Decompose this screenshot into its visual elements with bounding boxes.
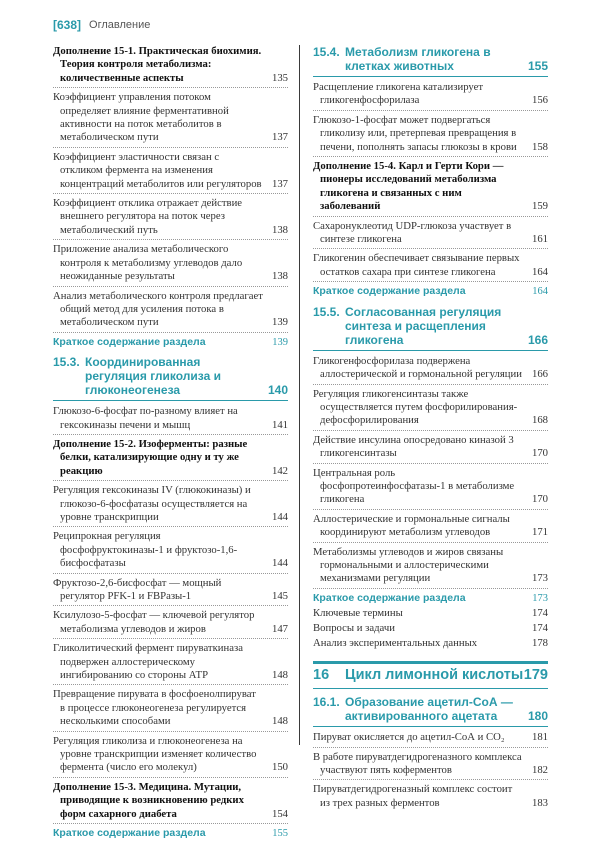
entry-page: 139 bbox=[271, 316, 288, 329]
section-title: Согласованная регуляция синтеза и расщепления гликогена bbox=[345, 304, 502, 347]
entry-title: Глюкозо-6-фосфат по-разному влияет на гексокиназы печени и мышц bbox=[53, 405, 238, 431]
toc-column-right bbox=[313, 45, 548, 812]
entry-divider bbox=[53, 731, 288, 732]
toc-entry[interactable] bbox=[53, 197, 288, 237]
entry-divider bbox=[313, 384, 548, 385]
entry-divider bbox=[53, 332, 288, 333]
entry-page: 144 bbox=[271, 557, 288, 570]
entry-divider bbox=[53, 638, 288, 639]
section-16-1-entries bbox=[313, 731, 548, 810]
entry-divider bbox=[53, 777, 288, 778]
section-heading-15-5[interactable] bbox=[313, 305, 548, 347]
entry-title: Гликолитический фермент пируваткиназа подвержен аллостерическому ингибированию со стороны АТР bbox=[53, 642, 243, 682]
toc-entry[interactable] bbox=[313, 783, 548, 810]
entry-title: Реципрокная регуляция фосфофруктокиназы-1 и фруктозо-1,6-бисфосфатазы bbox=[53, 530, 238, 570]
entry-page: 183 bbox=[531, 796, 548, 809]
entry-page: 181 bbox=[531, 731, 548, 744]
chapter-heading-16[interactable] bbox=[313, 666, 548, 683]
chapter-title: Цикл лимонной кислоты bbox=[345, 666, 524, 683]
toc-entry[interactable] bbox=[313, 467, 548, 507]
toc-entry[interactable] bbox=[53, 530, 288, 570]
toc-entry[interactable] bbox=[313, 751, 548, 778]
entry-page: 150 bbox=[271, 761, 288, 774]
entry-page: 174 bbox=[531, 606, 548, 619]
entry-title: Приложение анализа метаболического контроля к метаболизму углеводов дало неожиданные результаты bbox=[53, 243, 243, 283]
section-page: 180 bbox=[527, 709, 548, 724]
entry-title: Метаболизмы углеводов и жиров связаны гормональными и аллостерическими механизмами регуляции bbox=[313, 545, 504, 585]
entry-title: Дополнение 15-1. Практическая биохимия. Теория контроля метаболизма: количественные аспекты bbox=[53, 45, 262, 84]
entry-title: Фруктозо-2,6-бисфосфат — мощный регулятор PFK-1 и FBPазы-1 bbox=[53, 576, 222, 602]
entry-title: Ксилулозо-5-фосфат — ключевой регулятор метаболизма углеводов и жиров bbox=[53, 609, 255, 635]
entry-page: 159 bbox=[531, 200, 548, 213]
entry-page: 164 bbox=[532, 286, 548, 298]
entry-title: Дополнение 15-4. Карл и Герти Кори — пионеры исследований метаболизма гликогена и связанных с ним заболеваний bbox=[313, 160, 504, 213]
section-summary-entry[interactable] bbox=[53, 336, 288, 349]
section-15-3-entries bbox=[53, 405, 288, 840]
entry-title: Коэффициент управления потоком определяет влияние ферментативной активности на поток метаболитов в метаболическом пути bbox=[53, 91, 229, 144]
toc-entry[interactable] bbox=[53, 577, 288, 604]
toc-entry[interactable] bbox=[53, 688, 288, 728]
section-title: Образование ацетил-СоА — активированного ацетата bbox=[345, 695, 513, 724]
entry-divider bbox=[53, 573, 288, 574]
entry-page: 137 bbox=[271, 131, 288, 144]
entry-title: Краткое содержание раздела bbox=[53, 335, 206, 348]
left-top-entries bbox=[53, 45, 288, 349]
entry-page: 170 bbox=[531, 493, 548, 506]
toc-entry[interactable] bbox=[53, 243, 288, 283]
column-divider bbox=[299, 45, 300, 745]
entry-divider bbox=[53, 239, 288, 240]
section-number: 15.4. bbox=[313, 45, 340, 59]
section-heading-15-3[interactable] bbox=[53, 355, 288, 397]
entry-page: 173 bbox=[532, 592, 548, 604]
running-title: Оглавление bbox=[89, 19, 151, 31]
entry-page: 156 bbox=[531, 94, 548, 107]
entry-page: 182 bbox=[531, 764, 548, 777]
entry-divider bbox=[313, 779, 548, 780]
entry-title: Регуляция гексокиназы IV (глюкокиназы) и глюкозо-6-фосфатазы осуществляется на уровне транскрипции bbox=[53, 484, 251, 523]
box-entry[interactable] bbox=[313, 160, 548, 214]
entry-divider bbox=[53, 823, 288, 824]
entry-divider bbox=[53, 147, 288, 148]
toc-entry[interactable] bbox=[313, 81, 548, 108]
toc-entry[interactable] bbox=[53, 609, 288, 636]
entry-title: Коэффициент отклика отражает действие внешнего регулятора на поток через метаболический путь bbox=[53, 197, 243, 236]
entry-title: Анализ экспериментальных данных bbox=[313, 637, 478, 650]
back-matter-entries bbox=[313, 607, 548, 651]
entry-page: 173 bbox=[531, 572, 548, 585]
entry-page: 178 bbox=[531, 637, 548, 650]
entry-title: Гликогенин обеспечивает связывание первых остатков сахара при синтезе гликогена bbox=[313, 252, 520, 278]
entry-page: 155 bbox=[272, 828, 288, 840]
section-summary-entry[interactable] bbox=[313, 592, 548, 605]
section-heading-15-4[interactable] bbox=[313, 45, 548, 73]
entry-title: Коэффициент эластичности связан с откликом фермента на изменения концентраций метаболитов или регуляторов bbox=[53, 150, 262, 190]
entry-title: Дополнение 15-2. Изоферменты: разные белки, катализирующие одну и ту же реакцию bbox=[53, 437, 248, 477]
toc-entry[interactable] bbox=[313, 252, 548, 279]
toc-entry[interactable] bbox=[313, 731, 548, 744]
section-heading-16-1[interactable] bbox=[313, 695, 548, 723]
toc-entry[interactable] bbox=[313, 622, 548, 635]
toc-entry[interactable] bbox=[53, 735, 288, 775]
toc-entry[interactable] bbox=[313, 637, 548, 650]
entry-divider bbox=[53, 193, 288, 194]
section-rule bbox=[313, 350, 548, 351]
entry-page: 174 bbox=[531, 622, 548, 635]
entry-title: Гликогенфосфорилаза подвержена аллостерической и гормональной регуляции bbox=[313, 354, 522, 381]
entry-divider bbox=[53, 87, 288, 88]
entry-page: 147 bbox=[271, 622, 288, 635]
toc-entry[interactable] bbox=[53, 91, 288, 145]
entry-page: 161 bbox=[531, 233, 548, 246]
chapter-page: 179 bbox=[523, 666, 548, 683]
entry-title: Аллостерические и гормональные сигналы координируют метаболизм углеводов bbox=[313, 512, 510, 539]
entry-divider bbox=[313, 281, 548, 282]
toc-entry[interactable] bbox=[313, 388, 548, 428]
entry-divider bbox=[313, 463, 548, 464]
entry-page: 138 bbox=[271, 223, 288, 236]
entry-title: Глюкозо-1-фосфат может подвергаться гликолизу или, претерпевая превращения в печени, пополнять запасы глюкозы в крови bbox=[313, 113, 517, 153]
section-15-5-entries bbox=[313, 355, 548, 606]
toc-entry[interactable] bbox=[53, 642, 288, 682]
toc-entry[interactable] bbox=[313, 220, 548, 247]
section-title: Метаболизм гликогена в клетках животных bbox=[345, 45, 491, 73]
entry-page: 142 bbox=[271, 464, 288, 477]
entry-page: 139 bbox=[272, 336, 288, 348]
chapter-number: 16 bbox=[313, 666, 330, 683]
chapter-bar bbox=[313, 661, 548, 664]
entry-divider bbox=[53, 684, 288, 685]
entry-page: 166 bbox=[531, 368, 548, 381]
entry-divider bbox=[53, 605, 288, 606]
toc-entry[interactable] bbox=[313, 114, 548, 154]
toc-entry[interactable] bbox=[53, 405, 288, 432]
entry-title: Ключевые термины bbox=[313, 606, 403, 619]
section-title: Координированная регуляция гликолиза и глюконеогенеза bbox=[85, 355, 222, 398]
section-rule bbox=[313, 726, 548, 727]
entry-divider bbox=[313, 216, 548, 217]
toc-entry[interactable] bbox=[313, 434, 548, 461]
entry-title: Дополнение 15-3. Медицина. Мутации, приводящие к возникновению редких форм сахарного диабета bbox=[53, 780, 244, 820]
entry-title: Сахаронуклеотид UDP-глюкоза участвует в синтезе гликогена bbox=[313, 219, 512, 246]
entry-page: 141 bbox=[271, 418, 288, 431]
entry-title: Пируват окисляется до ацетил-СоА и CO₂ bbox=[313, 731, 505, 744]
section-page: 155 bbox=[527, 59, 548, 73]
section-rule bbox=[313, 76, 548, 77]
entry-divider bbox=[53, 434, 288, 435]
entry-page: 168 bbox=[531, 414, 548, 427]
entry-divider bbox=[313, 248, 548, 249]
entry-divider bbox=[53, 526, 288, 527]
section-page: 140 bbox=[267, 383, 288, 398]
entry-page: 158 bbox=[531, 140, 548, 153]
toc-entry[interactable] bbox=[53, 151, 288, 191]
toc-entry[interactable] bbox=[53, 290, 288, 330]
entry-divider bbox=[53, 480, 288, 481]
entry-title: Расщепление гликогена катализирует гликогенфосфорилаза bbox=[313, 81, 484, 107]
entry-divider bbox=[53, 286, 288, 287]
toc-column-left bbox=[53, 45, 288, 842]
entry-title: Вопросы и задачи bbox=[313, 622, 395, 635]
section-15-4-entries bbox=[313, 81, 548, 299]
entry-title: Пируватдегидрогеназный комплекс состоит из трех разных ферментов bbox=[313, 783, 513, 809]
entry-page: 154 bbox=[271, 807, 288, 820]
page-header bbox=[53, 15, 150, 35]
entry-page: 148 bbox=[271, 669, 288, 682]
toc-entry[interactable] bbox=[313, 546, 548, 586]
entry-page: 145 bbox=[271, 590, 288, 602]
entry-title: Краткое содержание раздела bbox=[313, 591, 466, 604]
entry-title: Краткое содержание раздела bbox=[53, 827, 206, 840]
section-number: 15.5. bbox=[313, 304, 340, 319]
toc-entry[interactable] bbox=[53, 484, 288, 524]
section-summary-entry[interactable] bbox=[53, 827, 288, 840]
entry-title: Регуляция гликолиза и глюконеогенеза на уровне транскрипции изменяет количество фермента (число его молекул) bbox=[53, 734, 257, 774]
entry-title: Анализ метаболического контроля предлагает общий метод для усиления потока в метаболическом пути bbox=[53, 289, 263, 329]
entry-page: 170 bbox=[531, 447, 548, 460]
entry-title: Превращение пирувата в фосфоенолпируват в процессе глюконеогенеза регулируется несколькими способами bbox=[53, 688, 256, 728]
entry-title: В работе пируватдегидрогеназного комплекса участвуют пять коферментов bbox=[313, 750, 522, 777]
section-number: 15.3. bbox=[53, 355, 80, 370]
page-number: [638] bbox=[53, 18, 82, 32]
entry-divider bbox=[313, 542, 548, 543]
entry-page: 144 bbox=[271, 510, 288, 523]
entry-title: Действие инсулина опосредовано киназой 3 гликогенсинтазы bbox=[313, 433, 514, 460]
entry-divider bbox=[313, 588, 548, 589]
toc-entry[interactable] bbox=[313, 513, 548, 540]
entry-title: Центральная роль фосфопротеинфосфатазы-1 в метаболизме гликогена bbox=[313, 466, 515, 506]
box-entry[interactable] bbox=[53, 438, 288, 478]
entry-page: 148 bbox=[271, 715, 288, 728]
entry-divider bbox=[313, 747, 548, 748]
entry-title: Регуляция гликогенсинтазы также осуществляется путем фосфорилирования-дефосфорилирования bbox=[313, 387, 518, 427]
entry-page: 171 bbox=[531, 526, 548, 539]
entry-page: 135 bbox=[271, 71, 288, 84]
entry-divider bbox=[313, 509, 548, 510]
entry-page: 138 bbox=[271, 270, 288, 283]
toc-entry[interactable] bbox=[313, 607, 548, 620]
box-entry[interactable] bbox=[53, 45, 288, 85]
section-summary-entry[interactable] bbox=[313, 285, 548, 298]
entry-title: Краткое содержание раздела bbox=[313, 285, 466, 298]
toc-entry[interactable] bbox=[313, 355, 548, 382]
entry-divider bbox=[313, 110, 548, 111]
entry-divider bbox=[313, 430, 548, 431]
section-rule bbox=[53, 400, 288, 401]
box-entry[interactable] bbox=[53, 781, 288, 821]
section-number: 16.1. bbox=[313, 695, 340, 710]
entry-page: 137 bbox=[271, 177, 288, 190]
entry-page: 164 bbox=[531, 265, 548, 278]
entry-divider bbox=[313, 156, 548, 157]
section-page: 166 bbox=[527, 332, 548, 347]
chapter-rule bbox=[313, 688, 548, 689]
